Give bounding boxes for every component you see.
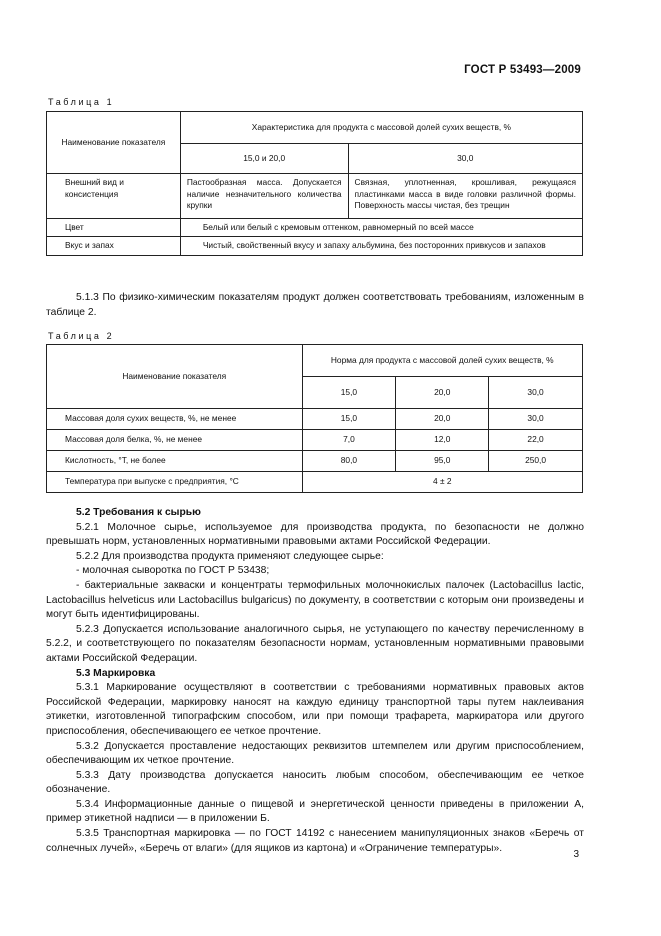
table-row [47, 472, 583, 493]
t1-header-a: 15,0 и 20,0 [180, 144, 348, 174]
t2-cell-value: 30,0 [489, 409, 583, 430]
table-row [47, 218, 583, 237]
t2-cell-value: 12,0 [396, 430, 489, 451]
paragraph-5-3-2: 5.3.2 Допускается проставление недостающих реквизитов штемпелем или другим приспособлением, обеспечивающим их четкое прочтение. [46, 740, 584, 767]
table-row [47, 409, 583, 430]
t1-header-b: 30,0 [348, 144, 582, 174]
paragraph-5-3-3: 5.3.3 Дату производства допускается наносить любым способом, обеспечивающим ее четкое обозначение. [46, 769, 584, 796]
section-heading-5-3: 5.3 Маркировка [76, 667, 156, 679]
paragraph-5-1-3 [46, 291, 584, 320]
table-2 [46, 344, 583, 493]
t2-cell-name: Массовая доля белка, %, не менее [47, 430, 303, 451]
t1-cell-name: Цвет [47, 218, 181, 237]
t2-cell-value: 95,0 [396, 451, 489, 472]
list-item: - молочная сыворотка по ГОСТ Р 53438; [76, 565, 270, 577]
paragraph-5-3-4: 5.3.4 Информационные данные о пищевой и энергетической ценности приведены в приложении А, пример этикетной надписи — в приложении Б. [46, 798, 584, 825]
t1-cell-name: Вкус и запах [47, 237, 181, 256]
t2-header-name: Наименование показателя [47, 345, 303, 409]
paragraph-5-2-1: 5.2.1 Молочное сырье, используемое для производства продукта, по безопасности не должно превышать норм, установленных нормативными правовыми актами Российской Федерации. [46, 521, 584, 548]
t2-header-col: 30,0 [489, 377, 583, 409]
page-number: 3 [573, 849, 579, 860]
paragraph-5-3-5: 5.3.5 Транспортная маркировка — по ГОСТ 14192 с нанесением манипуляционных знаков «Беречь от солнечных лучей», «Беречь от влаги» (для ящиков из картона) и «Ограничение температуры». [46, 828, 584, 854]
t2-cell-name: Температура при выпуске с предприятия, °С [47, 472, 303, 493]
t1-cell-b: Связная, уплотненная, крошливая, режущаяся пластинками масса в виде головки различной формы. Поверхность массы чистая, без трещин [348, 174, 582, 219]
t2-cell-merged: 4 ± 2 [302, 472, 583, 493]
document-code: ГОСТ Р 53493—2009 [464, 64, 581, 76]
t1-cell-merged: Чистый, свойственный вкусу и запаху альбумина, без посторонних привкусов и запахов [180, 237, 582, 256]
t2-cell-name: Массовая доля сухих веществ, %, не менее [47, 409, 303, 430]
paragraph-5-2-2: 5.2.2 Для производства продукта применяют следующее сырье: [76, 550, 384, 562]
paragraph-5-2-3: 5.2.3 Допускается использование аналогичного сырья, не уступающего по качеству перечисленному в 5.2.2, и соответствующего по показателям безопасности нормам, установленным нормативными правовыми актами Российской Федерации. [46, 623, 584, 664]
table-row [47, 430, 583, 451]
table-1 [46, 111, 583, 256]
t2-cell-value: 250,0 [489, 451, 583, 472]
paragraph-5-3-1: 5.3.1 Маркирование осуществляют в соответствии с требованиями нормативных правовых актов Российской Федерации, маркировку наносят на каждую единицу транспортной тары путем наклеивания этикетки, изготовленной типографским способом, или при помощи трафарета, маркиратора или другого приспособления, обеспечивающего ее четкое прочтение. [46, 682, 584, 737]
t1-cell-a: Пастообразная масса. Допускается наличие незначительного количества крупки [180, 174, 348, 219]
table1-caption: Таблица 1 [48, 97, 115, 107]
t2-header-col: 15,0 [302, 377, 396, 409]
table2-caption: Таблица 2 [48, 331, 115, 341]
paragraph-text: 5.1.3 По физико-химическим показателям продукт должен соответствовать требованиям, изложенным в таблице 2. [46, 292, 584, 318]
t1-header-name: Наименование показателя [47, 112, 181, 174]
t2-cell-value: 80,0 [302, 451, 396, 472]
t2-header-col: 20,0 [396, 377, 489, 409]
sections-5-2-5-3 [46, 506, 584, 856]
t1-header-group: Характеристика для продукта с массовой долей сухих веществ, % [180, 112, 582, 144]
t2-cell-value: 22,0 [489, 430, 583, 451]
t2-cell-value: 7,0 [302, 430, 396, 451]
table-row [47, 451, 583, 472]
t1-cell-merged: Белый или белый с кремовым оттенком, равномерный по всей массе [180, 218, 582, 237]
table-row [47, 237, 583, 256]
list-item: - бактериальные закваски и концентраты термофильных молочнокислых палочек (Lactobacillus lactic, Lactobacillus helveticus или Lactobacillus bulgaricus) по документу, в соответствии с которым они произведены и могут быть идентифицированы. [46, 579, 584, 621]
t2-cell-value: 20,0 [396, 409, 489, 430]
t2-cell-value: 15,0 [302, 409, 396, 430]
table-row [47, 174, 583, 219]
t2-header-group: Норма для продукта с массовой долей сухих веществ, % [302, 345, 583, 377]
t1-cell-name: Внешний вид и консистенция [47, 174, 181, 219]
t2-cell-name: Кислотность, °Т, не более [47, 451, 303, 472]
section-heading-5-2: 5.2 Требования к сырью [76, 507, 201, 518]
